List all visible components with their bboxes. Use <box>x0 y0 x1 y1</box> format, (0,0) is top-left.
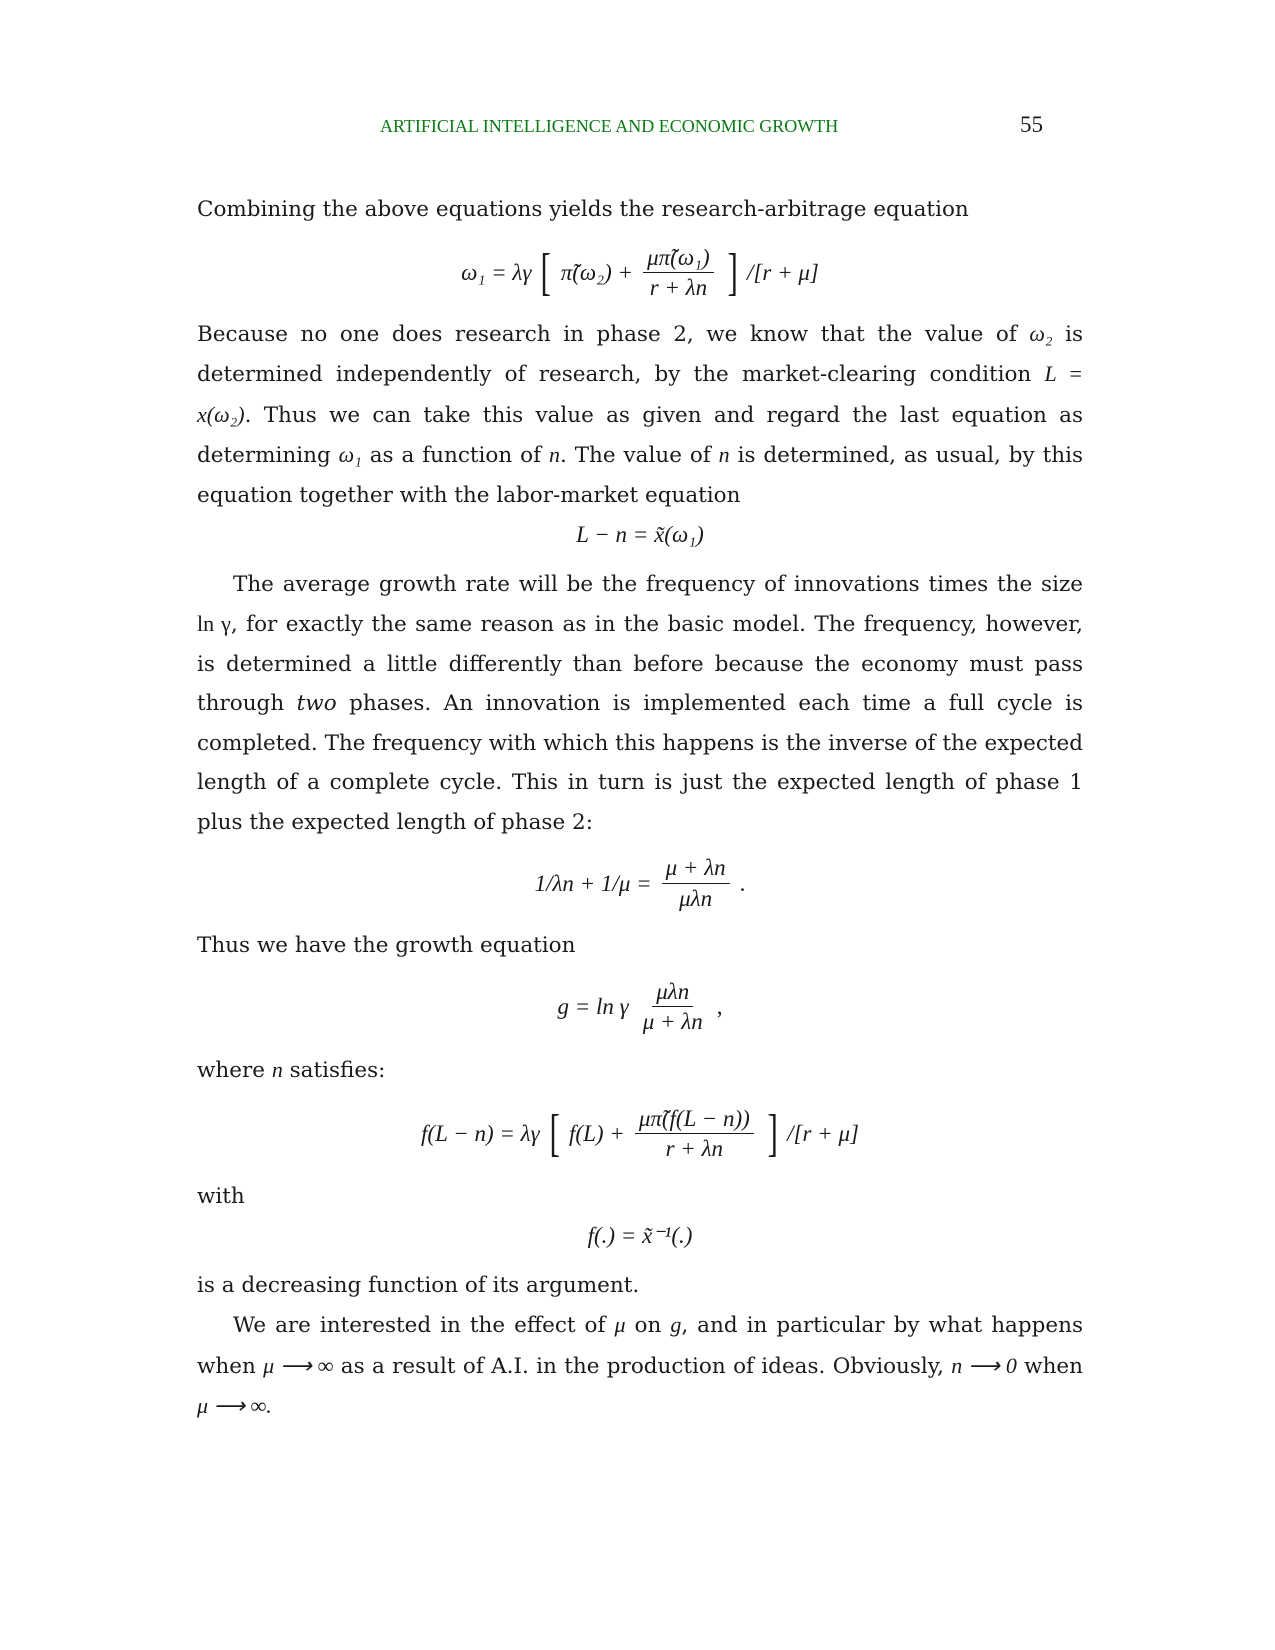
equation-cycle-length: 1/λn + 1/μ = $\frac{\mu + \lambda n}{\text{μλn}}$ . <box>534 855 746 911</box>
paragraph-7: is a decreasing function of its argument. <box>197 1272 640 1298</box>
paragraph-6: with <box>197 1183 245 1209</box>
page-number: 55 <box>1020 112 1043 137</box>
paragraph-4: Thus we have the growth equation <box>197 933 576 959</box>
paragraph-2: Because no one does research in phase 2, we know that the value of ω₂ is determined independently of research, by the market-clearing condition L = x(ω₂). Thus we can take this value as given and regard the last equation as determining ω₁ as a function of n. The value of n is determined, as usual, by this equation together with the labor-market equation <box>197 320 1084 508</box>
paragraph-3: The average growth rate will be the frequency of innovations times the size ln γ, for exactly the same reason as in the basic model. The frequency, however, is determined a little differently than before because the economy must pass through two phases. An innovation is implemented each time a full cycle is completed. The frequency with which this happens is the inverse of the expected length of a complete cycle. This in turn is just the expected length of phase 1 plus the expected length of phase 2: <box>197 571 1083 835</box>
running-title: ARTIFICIAL INTELLIGENCE AND ECONOMIC GROWTH <box>380 116 839 136</box>
page-header <box>0 112 1275 142</box>
paragraph-8: We are interested in the effect of μ on g, and in particular by what happens when μ ⟶ ∞ as a result of A.I. in the production of ideas. Obviously, n ⟶ 0 when μ ⟶ ∞. <box>197 1312 1084 1419</box>
equation-research-arbitrage: ω₁ = λγ [ π̃(ω₂) + $\frac{\text{μπ̃(ω₁)}}{r + \lambda n}$ ] /[r + μ] <box>461 243 819 301</box>
paragraph-5: where n satisfies: <box>197 1057 386 1084</box>
equation-growth: g = ln γ $\frac{\text{μλn}}{\mu + \lambda n}$ , <box>557 978 723 1035</box>
equation-n-condition: f(L − n) = λγ [ f(L) + $\frac{\mu\pĩ(f(L - n))}{r + \lambda n}$ ] /[r + μ] <box>421 1104 859 1162</box>
body-text <box>197 190 1083 1427</box>
equation-labor-market: L − n = x̃(ω₁) <box>576 522 704 548</box>
paragraph-1: Combining the above equations yields the research-arbitrage equation <box>197 197 969 222</box>
equation-f-definition: f(.) = x̃⁻¹(.) <box>587 1223 693 1249</box>
